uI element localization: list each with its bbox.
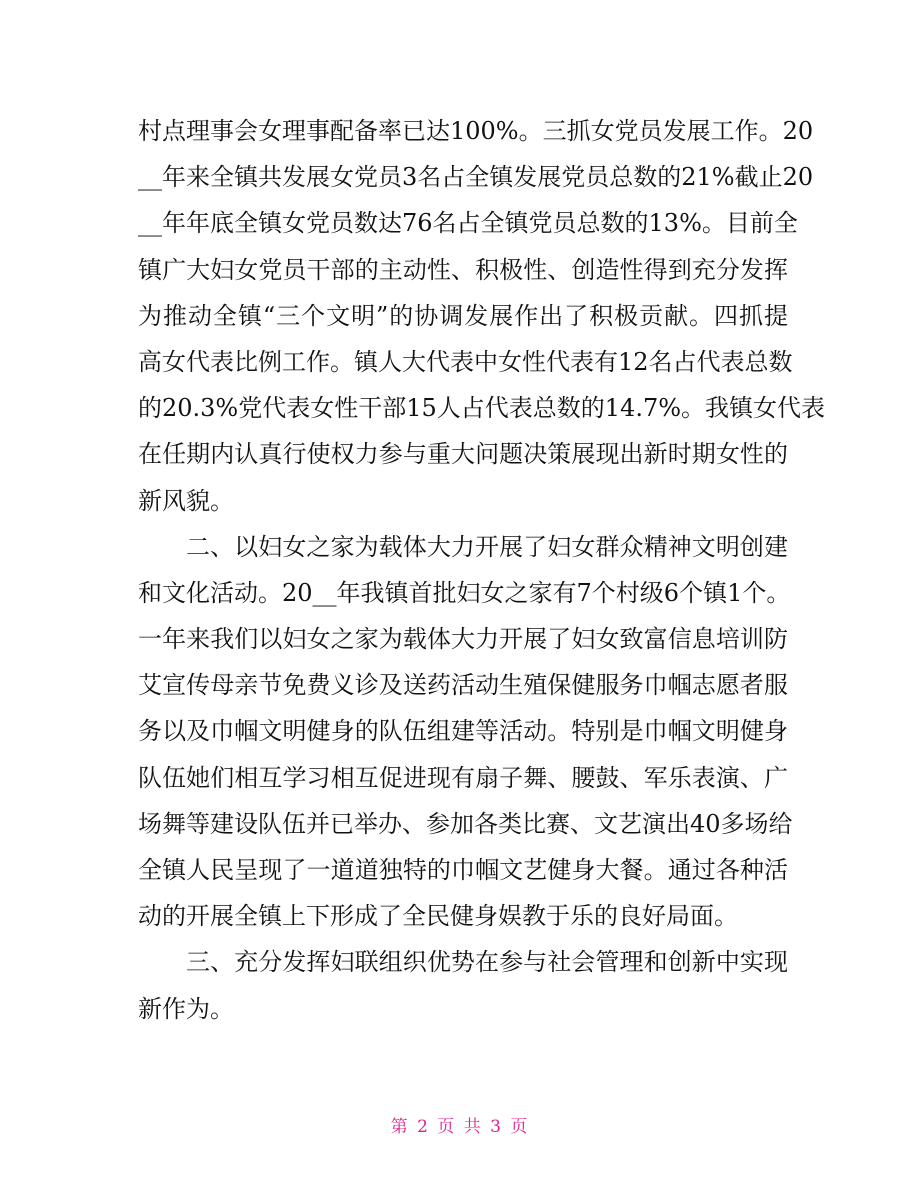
text-line: 新作为。 xyxy=(138,994,234,1023)
text-line: __年来全镇共发展女党员3名占全镇发展党员总数的21%截止20 xyxy=(138,163,814,192)
paragraph-1 xyxy=(138,108,826,524)
text-line: 为推动全镇“三个文明”的协调发展作出了积极贡献。四抓提 xyxy=(138,301,788,330)
text-line: 二、以妇女之家为载体大力开展了妇女群众精神文明创建 xyxy=(186,532,788,561)
text-line: 在任期内认真行使权力参与重大问题决策展现出新时期女性的 xyxy=(138,440,788,469)
text-line: 场舞等建设队伍并已举办、参加各类比赛、文艺演出40多场给 xyxy=(138,809,793,838)
text-line: 村点理事会女理事配备率已达100%。三抓女党员发展工作。20 xyxy=(138,117,814,145)
text-line: 务以及巾帼文明健身的队伍组建等活动。特别是巾帼文明健身 xyxy=(138,717,788,746)
paragraph-2 xyxy=(138,524,793,940)
text-line: 队伍她们相互学习相互促进现有扇子舞、腰鼓、军乐表演、广 xyxy=(138,763,788,792)
text-line: 艾宣传母亲节免费义诊及送药活动生殖保健服务巾帼志愿者服 xyxy=(138,671,788,700)
text-line: __年年底全镇女党员数达76名占全镇党员总数的13%。目前全 xyxy=(138,209,798,238)
text-line: 一年来我们以妇女之家为载体大力开展了妇女致富信息培训防 xyxy=(138,625,788,654)
text-line: 的20.3%党代表女性干部15人占代表总数的14.7%。我镇女代表 xyxy=(138,394,826,423)
text-line: 动的开展全镇上下形成了全民健身娱教于乐的良好局面。 xyxy=(138,902,738,931)
text-line: 高女代表比例工作。镇人大代表中女性代表有12名占代表总数 xyxy=(138,347,793,376)
text-line: 三、充分发挥妇联组织优势在参与社会管理和创新中实现 xyxy=(186,948,788,977)
document-body xyxy=(138,108,826,1032)
text-line: 镇广大妇女党员干部的主动性、积极性、创造性得到充分发挥 xyxy=(138,255,788,284)
text-line: 全镇人民呈现了一道道独特的巾帼文艺健身大餐。通过各种活 xyxy=(138,856,788,884)
paragraph-3 xyxy=(138,939,788,1031)
text-line: 和文化活动。20__年我镇首批妇女之家有7个村级6个镇1个。 xyxy=(138,578,791,607)
text-line: 新风貌。 xyxy=(138,486,234,515)
page-number-footer: 第 2 页 共 3 页 xyxy=(390,1117,530,1137)
